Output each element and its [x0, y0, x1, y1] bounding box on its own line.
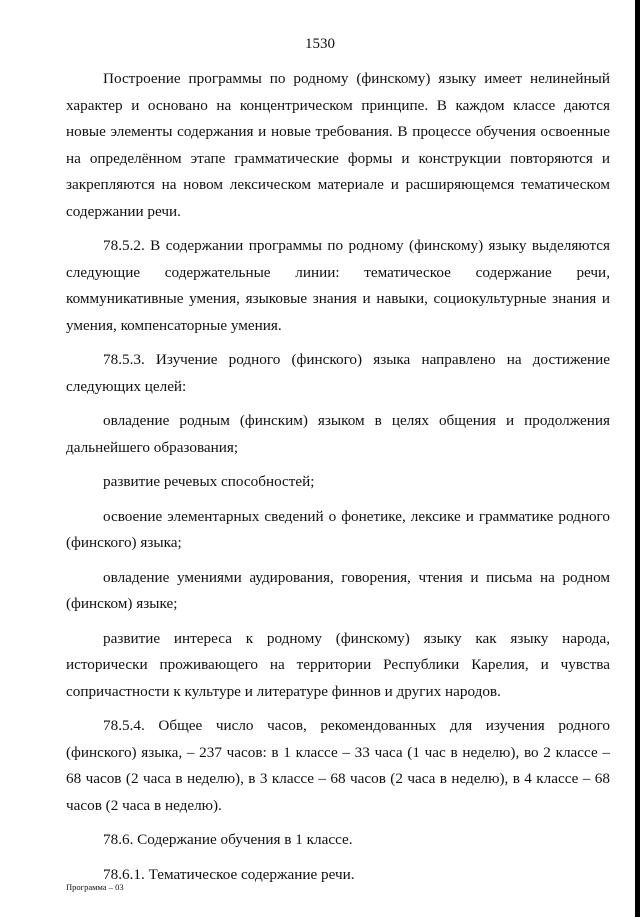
page-number: 1530 [305, 36, 335, 52]
paragraph-78-5-2: 78.5.2. В содержании программы по родному (финскому) языку выделяются следующие содержательные линии: тематическое содержание речи, коммуникативные умения, языковые знания и навыки, социокультурные знания и умения, компенсаторные умения. [66, 237, 610, 334]
goal-item: развитие речевых способностей; [103, 473, 315, 490]
scan-edge [635, 0, 640, 917]
document-body [66, 66, 610, 896]
footer-label: Программа – 03 [66, 882, 124, 892]
goal-item: овладение родным (финским) языком в целях общения и продолжения дальнейшего образования; [66, 412, 610, 456]
goal-item: освоение элементарных сведений о фонетике, лексике и грамматике родного (финского) языка; [66, 507, 610, 551]
heading-78-6-1: 78.6.1. Тематическое содержание речи. [103, 865, 355, 883]
paragraph-78-5-3: 78.5.3. Изучение родного (финского) языка направлено на достижение следующих целей: [66, 351, 610, 395]
goal-item: развитие интереса к родному (финскому) языку как языку народа, исторически проживающего на территории Республики Карелия, и чувства сопричастности к культуре и литературе финнов и других народов. [66, 629, 610, 700]
paragraph-78-5-4: 78.5.4. Общее число часов, рекомендованных для изучения родного (финского) языка, – 237 часов: в 1 классе – 33 часа (1 час в неделю), во 2 классе – 68 часов (2 часа в неделю), в 3 классе – 68 часов (2 часа в неделю), в 4 классе – 68 часов (2 часа в неделю). [66, 717, 610, 814]
goal-item: овладение умениями аудирования, говорения, чтения и письма на родном (финском) языке; [66, 568, 610, 612]
paragraph-program-structure: Построение программы по родному (финскому) языку имеет нелинейный характер и основано на концентрическом принципе. В каждом классе даются новые элементы содержания и новые требования. В процессе обучения освоенные на определённом этапе грамматические формы и конструкции повторяются и закрепляются на новом лексическом материале и расширяющемся тематическом содержании речи. [66, 70, 610, 220]
heading-78-6: 78.6. Содержание обучения в 1 классе. [103, 831, 353, 848]
